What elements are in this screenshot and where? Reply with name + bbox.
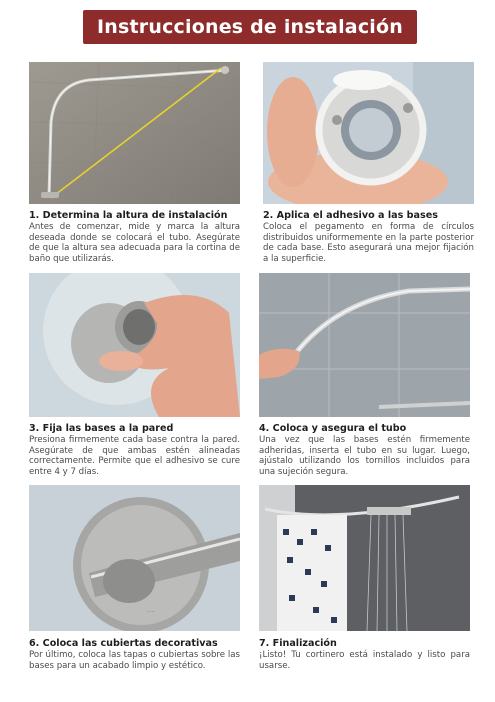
step-3-text: Presiona firmemente cada base contra la pared. Asegúrate de que ambas estén alineadas correctamente. Permite que el adhesivo se cure entre 4 y 7 días. [29, 435, 240, 477]
finished-shower-photo [259, 485, 470, 631]
step-1-title: 1. Determina la altura de instalación [29, 210, 228, 221]
step-2-text: Coloca el pegamento en forma de círculos distribuidos uniformemente en la parte posterior de cada base. Esto asegurará una mejor fijación a la superficie. [263, 222, 474, 264]
measuring-tape-rod-photo [29, 62, 240, 204]
svg-text:·····: ····· [147, 609, 155, 615]
step-4-title: 4. Coloca y asegura el tubo [259, 423, 407, 434]
step-4-text: Una vez que las bases estén firmemente adheridas, inserta el tubo en su lugar. Luego, ajústalo utilizando los tornillos incluidos para una sujeción segura. [259, 435, 470, 477]
step-2-title: 2. Aplica el adhesivo a las bases [263, 210, 438, 221]
hand-pressing-base-photo [29, 273, 240, 417]
step-6-title: 6. Coloca las cubiertas decorativas [29, 638, 218, 649]
step-7-text: ¡Listo! Tu cortinero está instalado y listo para usarse. [259, 650, 470, 671]
step-7-title: 7. Finalización [259, 638, 337, 649]
adhesive-base-photo [263, 62, 474, 204]
step-1-text: Antes de comenzar, mide y marca la altura deseada donde se colocará el tubo. Asegúrate de que la altura sea adecuada para la cortina de baño que utilizarás. [29, 222, 240, 264]
decorative-cover-photo [29, 485, 240, 631]
step-3-title: 3. Fija las bases a la pared [29, 423, 174, 434]
inserting-rod-photo [259, 273, 470, 417]
page-title-banner [83, 10, 417, 44]
page-title: Instrucciones de instalación [97, 16, 403, 38]
step-6-text: Por último, coloca las tapas o cubiertas sobre las bases para un acabado limpio y estético. [29, 650, 240, 671]
